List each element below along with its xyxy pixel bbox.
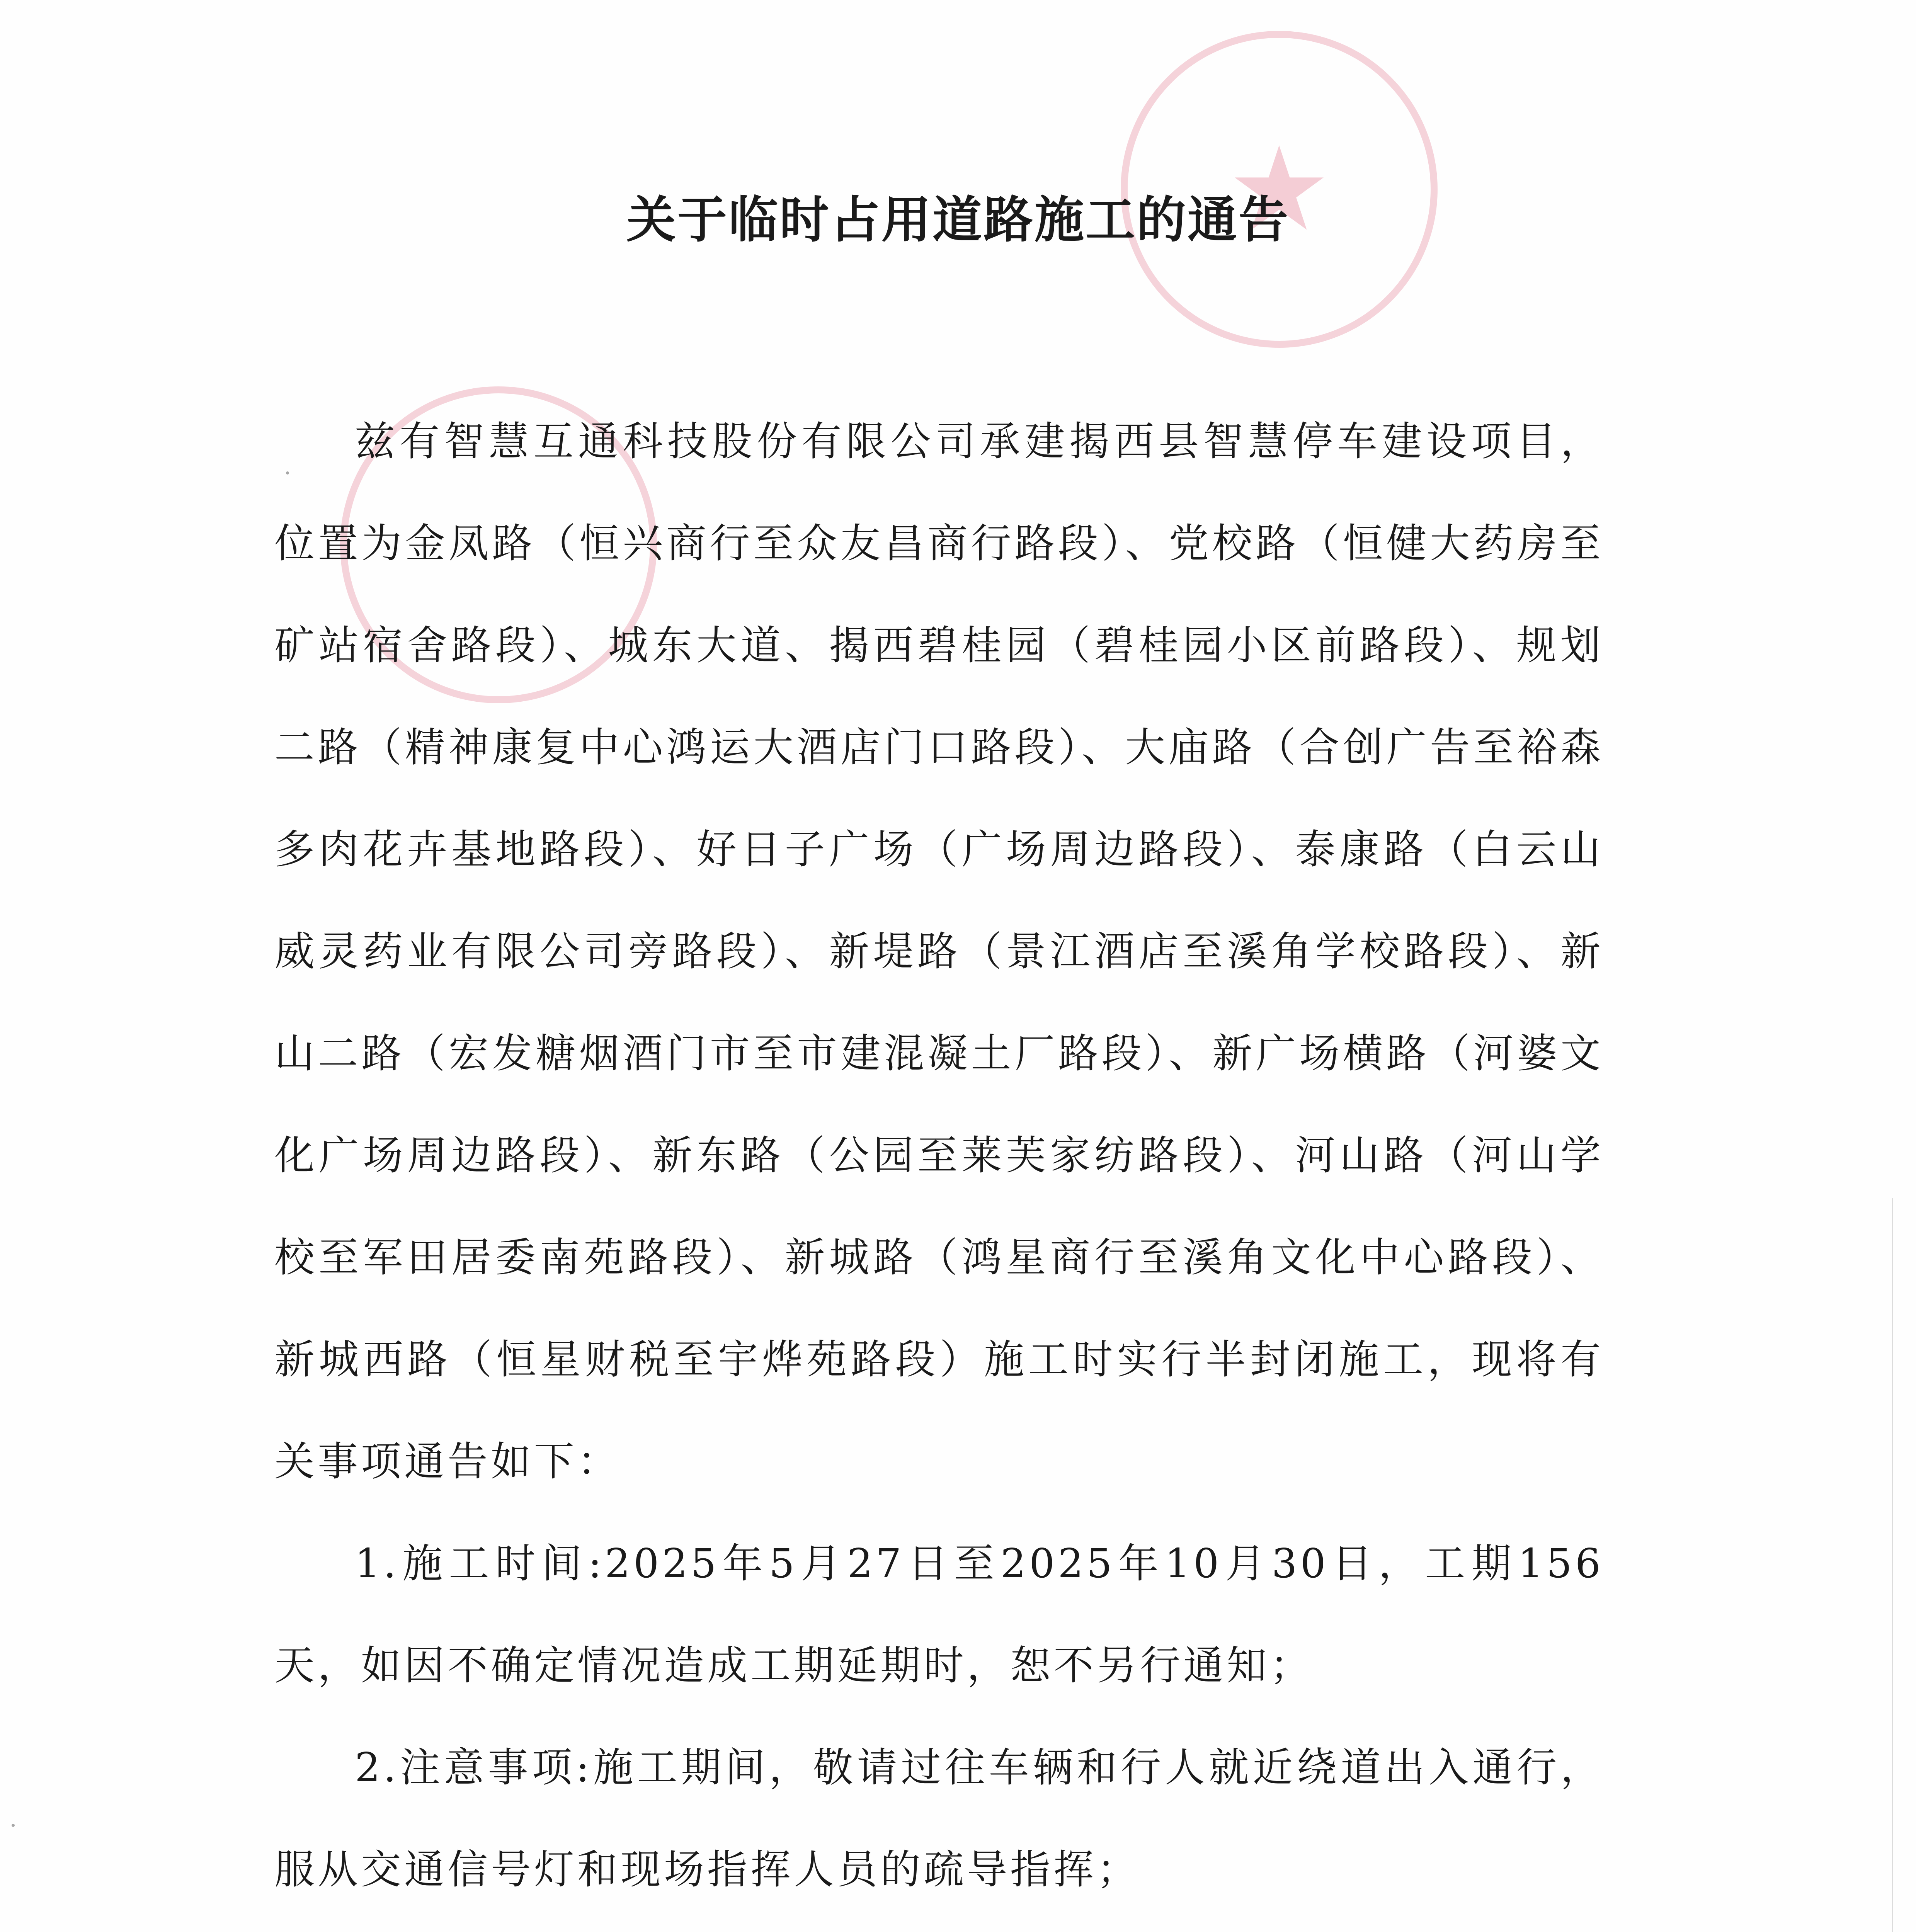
- document-title: 关于临时占用道路施工的通告: [626, 191, 1290, 249]
- item-notes: 2.注意事项:施工期间，敬请过往车辆和行人就近绕道出入通行，服从交通信号灯和现场指挥人员的疏导指挥；: [274, 1744, 1604, 1893]
- star-icon: ★: [1227, 122, 1331, 257]
- item-apology: [274, 1920, 1604, 1932]
- scan-edge-line: [1892, 1198, 1893, 1932]
- document-body: [274, 390, 1604, 1932]
- scan-speck: [12, 1824, 15, 1827]
- item-construction-time: 1.施工时间:2025年5月27日至2025年10月30日，工期156天，如因不确定情况造成工期延期时，恕不另行通知；: [274, 1540, 1604, 1689]
- scan-speck: [286, 471, 289, 474]
- intro-paragraph: 兹有智慧互通科技股份有限公司承建揭西县智慧停车建设项目，位置为金凤路（恒兴商行至众友昌商行路段）、党校路（恒健大药房至矿站宿舍路段）、城东大道、揭西碧桂园（碧桂园小区前路段）、规划二路（精神康复中心鸿运大酒店门口路段）、大庙路（合创广告至裕森多肉花卉基地路段）、好日子广场（广场周边路段）、泰康路（白云山威灵药业有限公司旁路段）、新堤路（景江酒店至溪角学校路段）、新山二路（宏发糖烟酒门市至市建混凝土厂路段）、新广场横路（河婆文化广场周边路段）、新东路（公园至莱芙家纺路段）、河山路（河山学校至军田居委南苑路段）、新城路（鸿星商行至溪角文化中心路段）、新城西路（恒星财税至宇烨苑路段）施工时实行半封闭施工，现将有关事项通告如下：: [274, 418, 1604, 1485]
